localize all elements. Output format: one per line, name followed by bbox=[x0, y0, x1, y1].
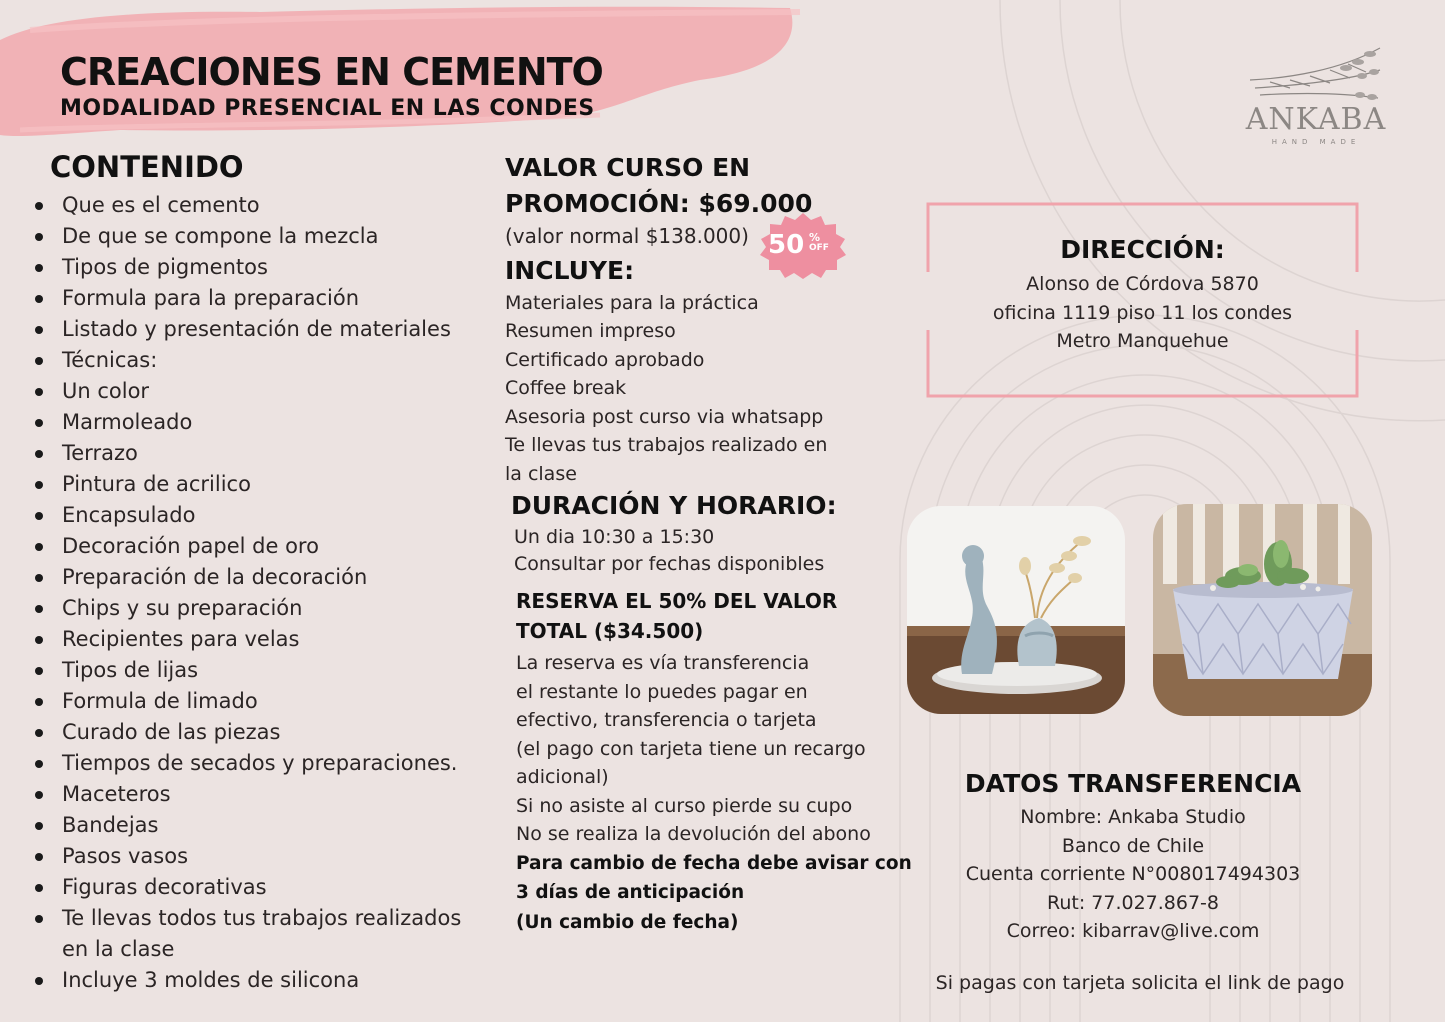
list-item: Que es el cemento bbox=[30, 190, 490, 221]
direccion-line: Alonso de Córdova 5870 bbox=[1026, 273, 1259, 295]
datos-line: Banco de Chile bbox=[1061, 834, 1205, 857]
reserva-line: adicional) bbox=[516, 766, 609, 788]
list-item: Terrazo bbox=[30, 438, 490, 469]
reserva-bold-line: 3 días de anticipación bbox=[516, 882, 745, 903]
reserva-line: (el pago con tarjeta tiene un recargo bbox=[516, 737, 866, 760]
badge-percent bbox=[809, 233, 829, 253]
duracion-line: Consultar por fechas disponibles bbox=[514, 553, 825, 575]
list-item: Recipientes para velas bbox=[30, 624, 490, 655]
list-item: Tiempos de secados y preparaciones. bbox=[30, 748, 490, 779]
direccion-line: oficina 1119 piso 11 los condes bbox=[992, 301, 1293, 324]
incluye-item: Te llevas tus trabajos realizado en bbox=[505, 434, 828, 456]
list-item: Formula de limado bbox=[30, 686, 490, 717]
reserva-bold-line: (Un cambio de fecha) bbox=[516, 911, 739, 933]
reserva-line: No se realiza la devolución del abono bbox=[516, 823, 871, 845]
direccion-line: Metro Manquehue bbox=[1056, 330, 1229, 352]
contenido-list bbox=[30, 190, 490, 996]
datos-line: Nombre: Ankaba Studio bbox=[1020, 806, 1246, 828]
list-item: Incluye 3 moldes de silicona bbox=[30, 965, 490, 996]
valor-heading-line2: PROMOCIÓN: $69.000 bbox=[505, 189, 813, 218]
list-item: Pintura de acrilico bbox=[30, 469, 490, 500]
list-item: Encapsulado bbox=[30, 500, 490, 531]
datos-heading: DATOS TRANSFERENCIA bbox=[964, 769, 1302, 798]
valor-heading-line1: VALOR CURSO EN bbox=[505, 153, 751, 182]
incluye-item: Resumen impreso bbox=[505, 320, 676, 342]
reserva-line: La reserva es vía transferencia bbox=[516, 652, 810, 674]
list-item: Técnicas: bbox=[30, 345, 490, 376]
list-item: Te llevas todos tus trabajos realizados en la clase bbox=[30, 903, 490, 965]
page-subtitle: MODALIDAD PRESENCIAL EN LAS CONDES bbox=[60, 96, 595, 121]
list-item: Marmoleado bbox=[30, 407, 490, 438]
list-item: Maceteros bbox=[30, 779, 490, 810]
contenido-heading: CONTENIDO bbox=[50, 150, 244, 184]
badge-value: 50 bbox=[768, 230, 805, 260]
direccion-section bbox=[926, 230, 1359, 356]
incluye-heading: INCLUYE: bbox=[505, 255, 635, 285]
course-details bbox=[505, 150, 925, 937]
list-item: Tipos de lijas bbox=[30, 655, 490, 686]
list-item: Listado y presentación de materiales bbox=[30, 314, 490, 345]
incluye-item: Coffee break bbox=[505, 377, 627, 399]
pago-note: Si pagas con tarjeta solicita el link de pago bbox=[935, 972, 1345, 994]
list-item: De que se compone la mezcla bbox=[30, 221, 490, 252]
list-item: Figuras decorativas bbox=[30, 872, 490, 903]
product-photo-thinker bbox=[907, 506, 1125, 714]
list-item: Decoración papel de oro bbox=[30, 531, 490, 562]
list-item: Tipos de pigmentos bbox=[30, 252, 490, 283]
valor-normal: (valor normal $138.000) bbox=[505, 224, 749, 248]
datos-transferencia-section bbox=[925, 765, 1341, 946]
logo-tagline: HAND MADE bbox=[1271, 138, 1361, 146]
reserva-heading-line2: TOTAL ($34.500) bbox=[516, 619, 704, 643]
incluye-item: Asesoria post curso via whatsapp bbox=[505, 405, 824, 428]
datos-email: Correo: kibarrav@live.com bbox=[1006, 920, 1260, 942]
badge-percent-sign: % bbox=[809, 231, 821, 244]
duracion-heading: DURACIÓN Y HORARIO: bbox=[511, 491, 837, 520]
page-title: CREACIONES EN CEMENTO bbox=[60, 50, 603, 94]
reserva-line: efectivo, transferencia o tarjeta bbox=[516, 709, 817, 731]
list-item: Preparación de la decoración bbox=[30, 562, 490, 593]
reserva-line: Si no asiste al curso pierde su cupo bbox=[516, 794, 853, 817]
datos-line: Cuenta corriente N°008017494303 bbox=[965, 863, 1301, 885]
product-photo-planter bbox=[1153, 504, 1372, 716]
list-item: Bandejas bbox=[30, 810, 490, 841]
reserva-heading-line1: RESERVA EL 50% DEL VALOR bbox=[516, 589, 838, 613]
list-item: Curado de las piezas bbox=[30, 717, 490, 748]
list-item: Chips y su preparación bbox=[30, 593, 490, 624]
duracion-line: Un dia 10:30 a 15:30 bbox=[514, 526, 715, 548]
reserva-line: el restante lo puedes pagar en bbox=[516, 680, 808, 703]
datos-line: Rut: 77.027.867-8 bbox=[1046, 891, 1219, 914]
list-item: Pasos vasos bbox=[30, 841, 490, 872]
incluye-item: Certificado aprobado bbox=[505, 348, 705, 371]
list-item: Un color bbox=[30, 376, 490, 407]
incluye-item: Materiales para la práctica bbox=[505, 291, 759, 314]
reserva-bold-line: Para cambio de fecha debe avisar con bbox=[516, 852, 912, 874]
list-item: Formula para la preparación bbox=[30, 283, 490, 314]
logo-name: ANKABA bbox=[1245, 102, 1387, 137]
badge-off-label: OFF bbox=[809, 243, 829, 253]
direccion-heading: DIRECCIÓN: bbox=[1060, 235, 1225, 264]
incluye-item: la clase bbox=[505, 462, 577, 485]
